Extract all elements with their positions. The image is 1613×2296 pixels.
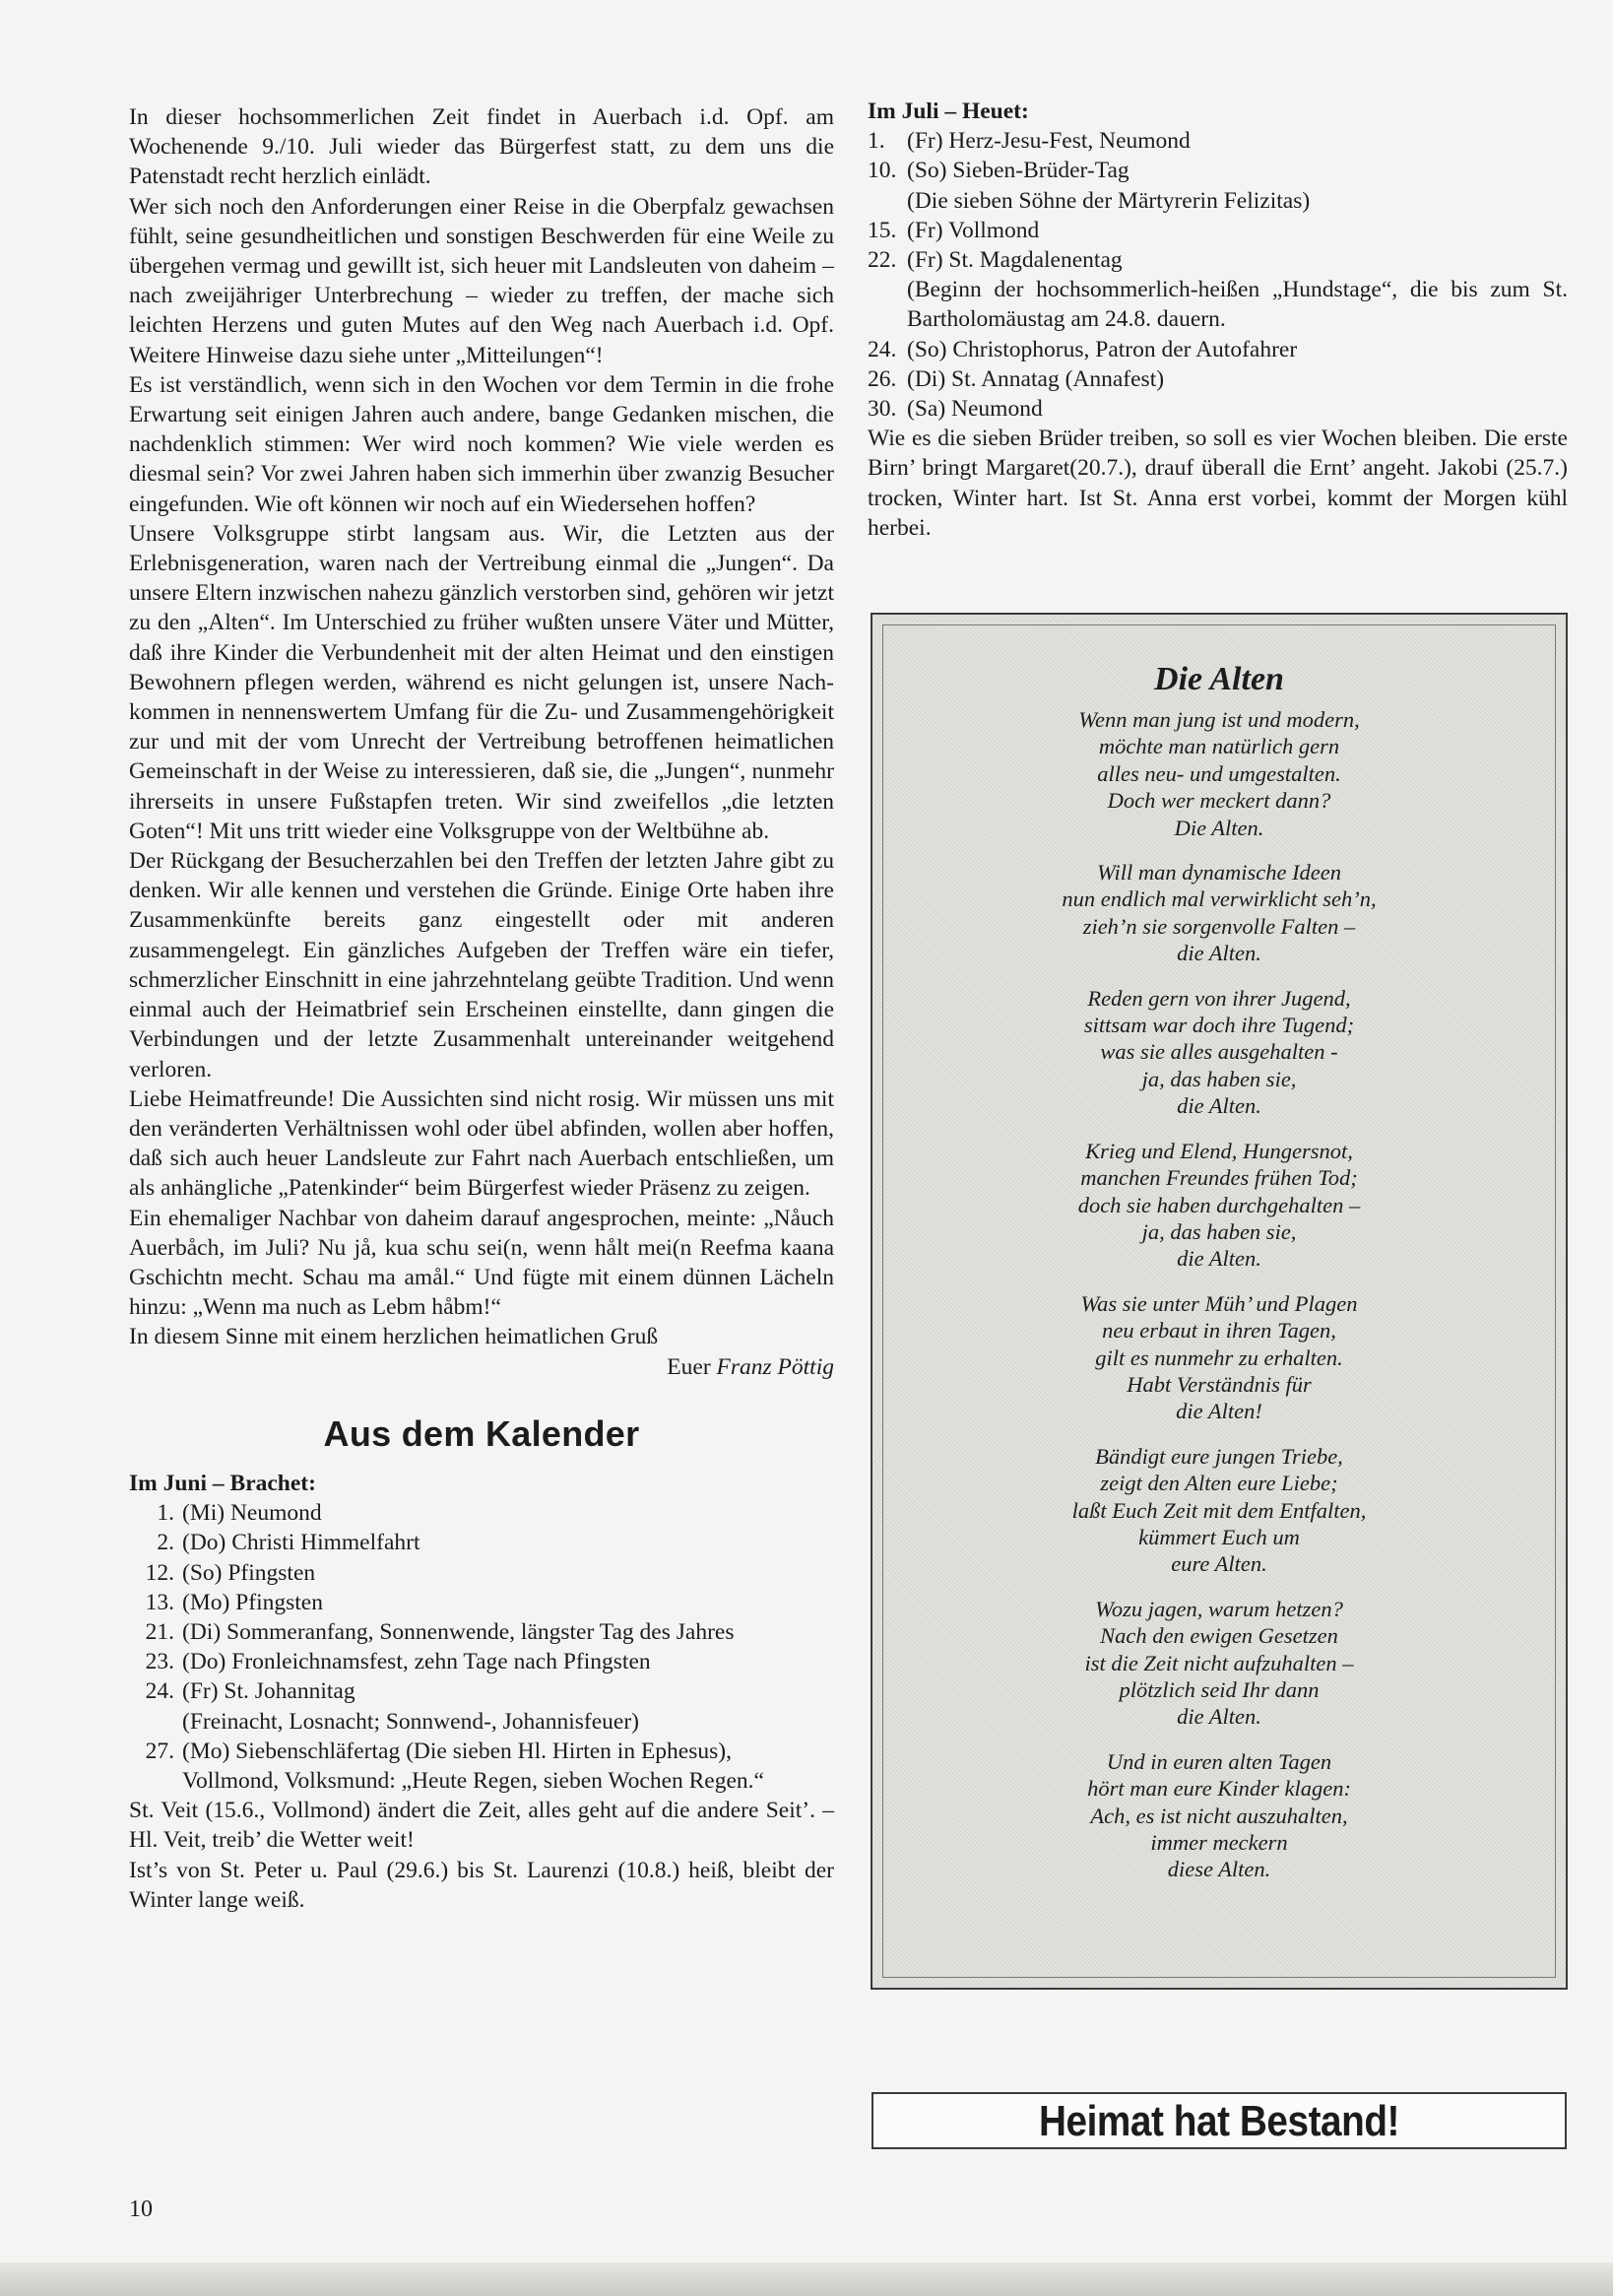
juli-heading: Im Juli – Heuet: (868, 98, 1029, 124)
juni-list (129, 1498, 834, 1796)
kalender-title: Aus dem Kalender (323, 1412, 640, 1454)
slogan-text: Heimat hat Bestand! (1038, 2097, 1399, 2145)
left-column (129, 102, 834, 1915)
poem-stanza-4: Krieg und Elend, Hungersnot, manchen Freundes frühen Tod; doch sie haben durchgehalten – ja, das haben sie, die Alten. (1077, 1138, 1361, 1272)
list-item: 1. (Fr) Herz-Jesu-Fest, Neumond (868, 128, 1191, 155)
list-item: (Freinacht, Losnacht; Sonnwend-, Johannisfeuer) (182, 1708, 639, 1735)
list-item: 24. (So) Christophorus, Patron der Autofahrer (868, 336, 1298, 362)
paragraph-3: Es ist verständlich, wenn sich in den Wochen vor dem Termin in die frohe Erwartung seit einigen Jahren auch andere, bange Gedanken mischen, die nachdenklich stimmen: Wer wird noch kommen? Wie viele werden es diesmal sein? Vor zwei Jahren haben sich immerhin über zwanzig Besucher eingefunden. Wie oft können wir noch auf ein Wiedersehen hoffen? (129, 371, 834, 517)
paragraph-1: In dieser hochsommerlichen Zeit findet in Auerbach i.d. Opf. am Wochenende 9./10. Juli wieder das Bürgerfest statt, zu dem uns die Patenstadt recht herzlich einlädt. (129, 104, 834, 190)
juni-heading: Im Juni – Brachet: (129, 1470, 316, 1496)
juni-saying-2: Ist’s von St. Peter u. Paul (29.6.) bis St. Laurenzi (10.8.) heiß, bleibt der Winter lange weiß. (129, 1857, 834, 1913)
list-item: 2. (Do) Christi Himmelfahrt (157, 1530, 420, 1556)
poem-stanza-7: Wozu jagen, warum hetzen? Nach den ewigen Gesetzen ist die Zeit nicht aufzuhalten – plötzlich seid Ihr dann die Alten. (1084, 1596, 1354, 1730)
list-item: 22. (Fr) St. Magdalenentag (868, 247, 1123, 274)
list-item: 12. (So) Pfingsten (145, 1559, 316, 1586)
list-item: 15. (Fr) Vollmond (868, 217, 1040, 243)
paragraph-7: Ein ehemaliger Nachbar von daheim darauf angesprochen, meinte: „Nåuch Auerbåch, im Juli? Nu jå, kua schu sei(n, wenn hålt mei(n Reefma kaana Gschichtn mecht. Schau ma amål.“ Und fügte mit einem dünnen Lächeln hinzu: „Wenn ma nuch as Lebm håbm!“ (129, 1205, 834, 1321)
juli-saying: Wie es die sieben Brüder treiben, so soll es vier Wochen bleiben. Die erste Birn’ bringt Margaret(20.7.), drauf überall die Ernt’ angeht. Jakobi (25.7.) trocken, Winter hart. Ist St. Anna erst vorbei, kommt der Morgen kühl herbei. (868, 426, 1568, 541)
page-number: 10 (129, 2197, 153, 2222)
paragraph-8: In diesem Sinne mit einem herzlichen heimatlichen Gruß (129, 1324, 659, 1350)
list-item: 24. (Fr) St. Johannitag (145, 1678, 355, 1705)
poem-stanza-3: Reden gern von ihrer Jugend, sittsam war doch ihre Tugend; was sie alles ausgehalten - ja, das haben sie, die Alten. (1083, 985, 1355, 1119)
paragraph-5: Der Rückgang der Besucherzahlen bei den Treffen der letzten Jahre gibt zu denken. Wir alle kennen und verstehen die Gründe. Einige Orte haben ihre Zusammenkünfte bereits ganz eingestellt oder mit anderen zusammengelegt. Ein gänzliches Aufgeben der Treffen wäre ein tiefer, schmerzlicher Einschnitt in eine jahrzehntelang geübte Tradition. Und wenn einmal auch der Heimatbrief sein Erscheinen einstellte, dann gingen die Verbindungen und der letzte Zusammenhalt untereinander weitgehend verloren. (129, 848, 834, 1082)
poem-stanza-5: Was sie unter Müh’ und Plagen neu erbaut in ihren Tagen, gilt es nunmehr zu erhalten. Habt Verständnis für die Alten! (1080, 1290, 1358, 1424)
list-item: 26. (Di) St. Annatag (Annafest) (868, 365, 1165, 392)
list-item: 27. (Mo) Siebenschläfertag (Die sieben Hl. Hirten in Ephesus), (145, 1738, 732, 1764)
poem-body (883, 706, 1555, 1883)
list-item: 23. (Do) Fronleichnamsfest, zehn Tage nach Pfingsten (145, 1649, 651, 1675)
poem-stanza-6: Bändigt eure jungen Triebe, zeigt den Alten eure Liebe; laßt Euch Zeit mit dem Entfalten, kümmert Euch um eure Alten. (1071, 1443, 1367, 1577)
juni-saying-1: St. Veit (15.6., Vollmond) ändert die Zeit, alles geht auf die andere Seit’. – Hl. Veit, treib’ die Wetter weit! (129, 1798, 834, 1854)
list-item: (Beginn der hochsommerlich-heißen „Hundstage“, die bis zum St. Bartholomäustag am 24.8. dauern. (907, 277, 1568, 333)
poem-stanza-1: Wenn man jung ist und modern, möchte man natürlich gern alles neu- und umgestalten. Doch wer meckert dann? Die Alten. (1078, 707, 1360, 840)
poem-inner-frame (882, 624, 1556, 1978)
list-item: (Die sieben Söhne der Märtyrerin Felizitas) (907, 187, 1311, 214)
poem-stanza-2: Will man dynamische Ideen nun endlich mal verwirklicht seh’n, zieh’n sie sorgenvolle Falten – die Alten. (1062, 860, 1377, 966)
signature (129, 1352, 834, 1382)
poem-box (871, 613, 1568, 1990)
right-column (868, 97, 1568, 543)
paragraph-2: Wer sich noch den Anforderungen einer Reise in die Oberpfalz gewachsen fühlt, seine gesundheitlichen und sonstigen Beschwerden für eine Weile zu übergehen vermag und gewillt ist, sich heuer mit Landsleuten von daheim – nach zweijähriger Unterbrechung – wieder zu treffen, der mache sich leichten Herzens und guten Mutes auf den Weg nach Auerbach i.d. Opf. Weitere Hinweise dazu siehe unter „Mitteilungen“! (129, 193, 834, 368)
poem-stanza-8: Und in euren alten Tagen hört man eure Kinder klagen: Ach, es ist nicht auszuhalten, immer meckern diese Alten. (1087, 1748, 1351, 1882)
paragraph-4: Unsere Volksgruppe stirbt langsam aus. Wir, die Letzten aus der Erlebnisgeneration, waren nach der Vertreibung einmal die „Jungen“. Da unsere Eltern inzwischen nahezu gänzlich verstorben sind, gehören wir jetzt zu den „Alten“. Im Unterschied zu früher wußten unsere Väter und Mütter, daß ihre Kinder die Verbundenheit mit der alten Heimat und den einstigen Bewohnern pflegen werden, während es nicht gelungen ist, unsere Nachkommen in nennenswertem Umfang für die Zu- und Zusammengehörigkeit zur und mit der vom Unrecht der Vertreibung betroffenen heimatlichen Gemeinschaft in der Weise zu interessieren, daß sie, die „Jungen“, nunmehr ihrerseits in unsere Fußstapfen treten. Wir sind zweifellos „die letzten Goten“! Mit uns tritt wieder eine Volksgruppe von der Weltbühne ab. (129, 520, 834, 844)
list-item: Vollmond, Volksmund: „Heute Regen, sieben Wochen Regen.“ (182, 1767, 764, 1794)
paragraph-6: Liebe Heimatfreunde! Die Aussichten sind nicht rosig. Wir müssen uns mit den veränderten Verhältnissen wohl oder übel abfinden, wollen aber hoffen, daß sich auch heuer Landsleute zur Fahrt nach Auerbach entschließen, um als anhängliche „Patenkinder“ beim Bürgerfest wieder Präsenz zu zeigen. (129, 1085, 834, 1202)
signature-prefix: Euer (667, 1353, 711, 1380)
list-item: 13. (Mo) Pfingsten (145, 1589, 323, 1615)
slogan-banner (871, 2092, 1567, 2149)
list-item: 21. (Di) Sommeranfang, Sonnenwende, längster Tag des Jahres (145, 1618, 735, 1645)
signature-name: Franz Pöttig (716, 1353, 834, 1380)
list-item: 10. (So) Sieben-Brüder-Tag (868, 158, 1129, 184)
list-item: 30. (Sa) Neumond (868, 396, 1043, 423)
poem-title: Die Alten (1154, 661, 1284, 697)
list-item: 1. (Mi) Neumond (157, 1500, 322, 1527)
juli-list (868, 126, 1568, 424)
page-bottom-edge (0, 2263, 1613, 2296)
